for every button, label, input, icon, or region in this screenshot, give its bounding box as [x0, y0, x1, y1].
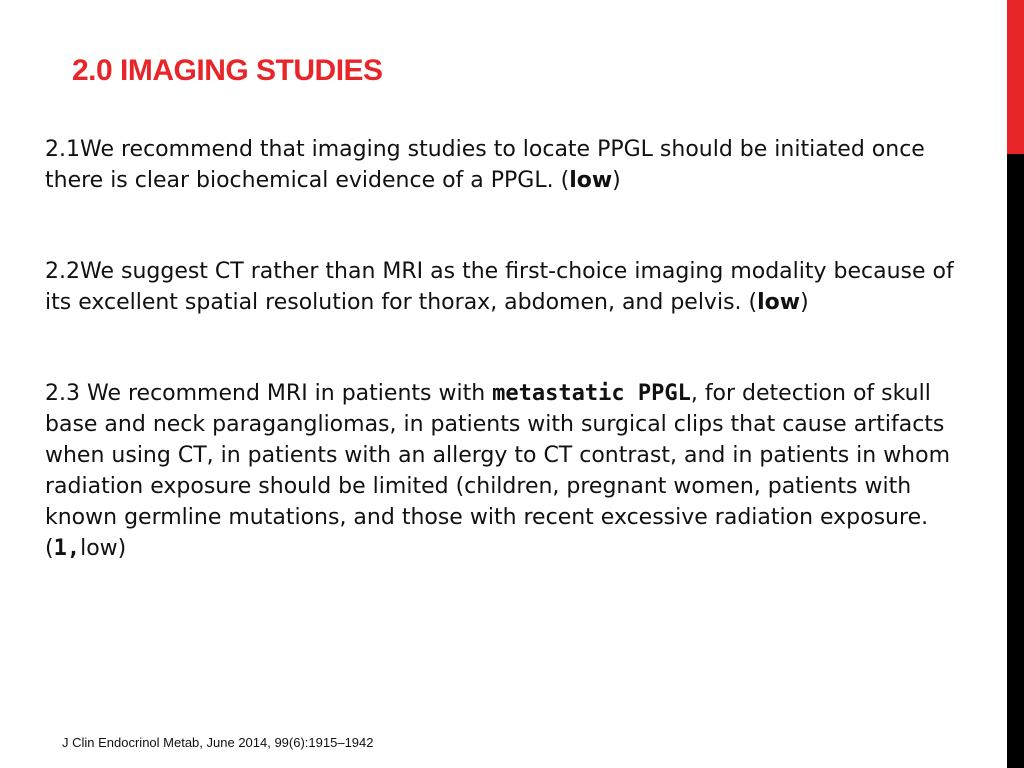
- recommendation-text-start: 2.3 We recommend MRI in patients with: [45, 381, 493, 406]
- recommendation-text: 2.2We suggest CT rather than MRI as the first-choice imaging modality because of its excellent spatial resolution for thorax, abdomen, and pelvis. (: [45, 259, 954, 315]
- slide-title: 2.0 IMAGING STUDIES: [72, 54, 383, 87]
- citation: J Clin Endocrinol Metab, June 2014, 99(6):1915–1942: [62, 735, 374, 750]
- recommendation-2-1: [45, 134, 985, 196]
- closing-paren: ): [800, 290, 809, 315]
- accent-bar-black: [1007, 154, 1024, 768]
- emphasis-term: metastatic PPGL: [492, 381, 691, 406]
- closing-paren: ): [117, 536, 127, 561]
- recommendation-text: 2.1We recommend that imaging studies to locate PPGL should be initiated once there is clear biochemical evidence of a PPGL. (: [45, 137, 925, 193]
- accent-bar-red: [1007, 0, 1024, 154]
- evidence-grade: low: [80, 536, 118, 561]
- slide-body: [45, 134, 985, 564]
- recommendation-text-end: , for detection of skull base and neck paragangliomas, in patients with surgical clips that cause artifacts when using CT, in patients with an allergy to CT contrast, and in patients in whom radiation exposure should be limited (children, pregnant women, patients with known germline mutations, and those with recent excessive radiation exposure. (: [45, 381, 951, 561]
- recommendation-2-3: [45, 378, 985, 564]
- recommendation-strength: 1,: [53, 536, 81, 561]
- evidence-grade: low: [757, 290, 801, 315]
- recommendation-2-2: [45, 256, 985, 318]
- evidence-grade: low: [569, 168, 613, 193]
- closing-paren: ): [612, 168, 621, 193]
